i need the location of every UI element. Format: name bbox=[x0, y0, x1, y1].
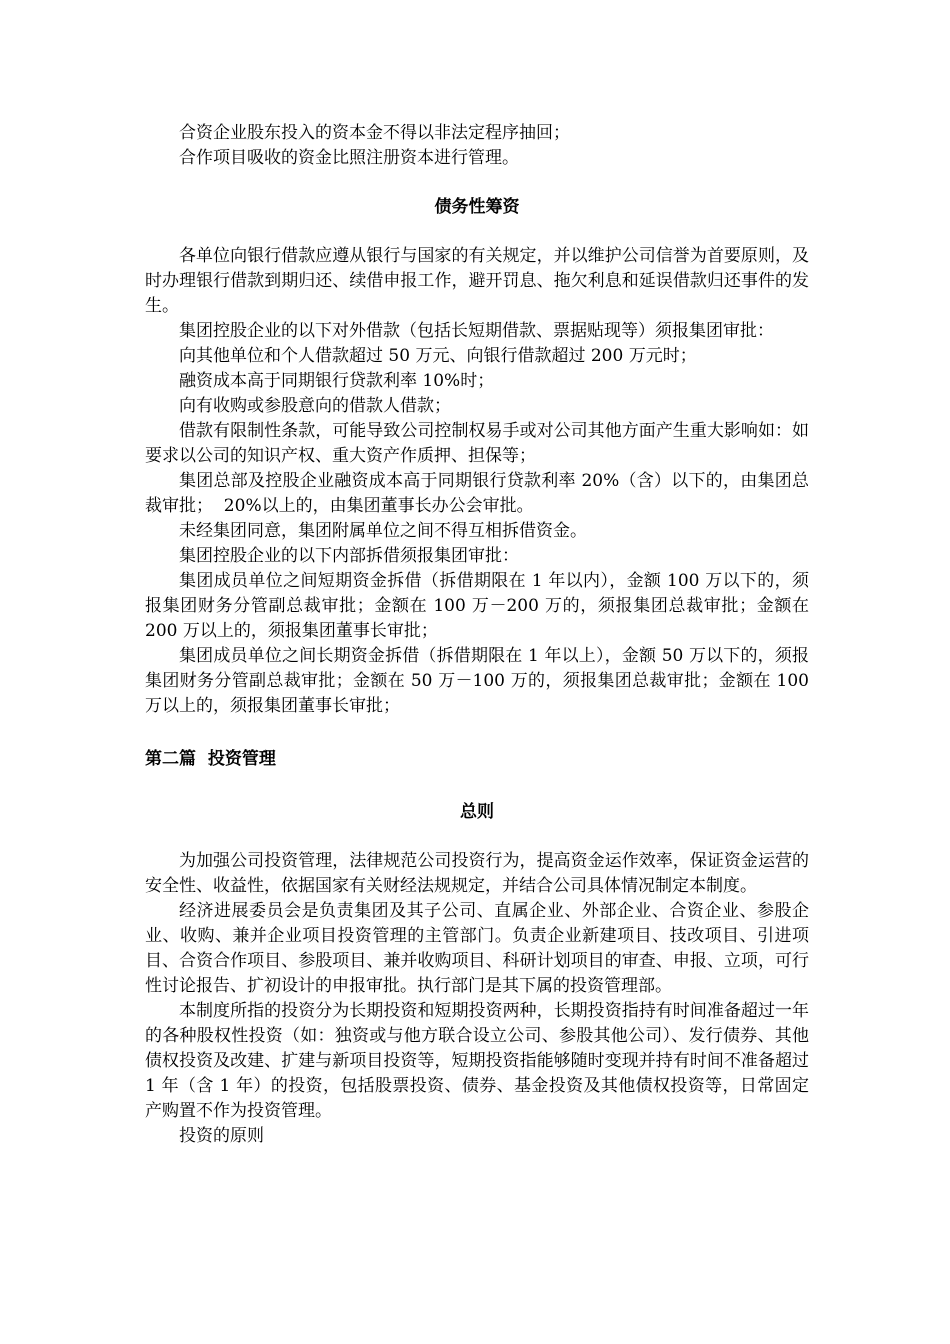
document-body bbox=[145, 121, 815, 1149]
debt-paragraph-4: 融资成本高于同期银行贷款利率 10%时； bbox=[179, 371, 495, 391]
debt-paragraph-6: 借款有限制性条款，可能导致公司控制权易手或对公司其他方面产生重大影响如：如要求以公司的知识产权、重大资产作质押、担保等； bbox=[145, 421, 809, 466]
debt-paragraph-2: 集团控股企业的以下对外借款（包括长短期借款、票据贴现等）须报集团审批： bbox=[179, 321, 774, 341]
section-title-debt-financing: 债务性筹资 bbox=[434, 197, 520, 217]
intro-paragraph-2: 合作项目吸收的资金比照注册资本进行管理。 bbox=[179, 148, 519, 168]
debt-paragraph-7: 集团总部及控股企业融资成本高于同期银行贷款利率 20%（含）以下的，由集团总裁审批； 20%以上的，由集团董事长办公会审批。 bbox=[145, 471, 809, 516]
debt-paragraph-1: 各单位向银行借款应遵从银行与国家的有关规定，并以维护公司信誉为首要原则，及时办理银行借款到期归还、续借申报工作，避开罚息、拖欠利息和延误借款归还事件的发生。 bbox=[145, 246, 809, 316]
debt-paragraph-3: 向其他单位和个人借款超过 50 万元、向银行借款超过 200 万元时； bbox=[179, 346, 697, 366]
general-paragraph-2: 经济进展委员会是负责集团及其子公司、直属企业、外部企业、合资企业、参股企业、收购、兼并企业项目投资管理的主管部门。负责企业新建项目、技改项目、引进项目、合资合作项目、参股项目、兼并收购项目、科研计划项目的审查、申报、立项，可行性讨论报告、扩初设计的申报审批。执行部门是其下属的投资管理部。 bbox=[145, 901, 809, 996]
general-paragraph-3: 本制度所指的投资分为长期投资和短期投资两种，长期投资指持有时间准备超过一年的各种股权性投资（如：独资或与他方联合设立公司、参股其他公司）、发行债券、其他债权投资及改建、扩建与新项目投资等，短期投资指能够随时变现并持有时间不准备超过 1 年（含 1 年）的投资，包括股票投资、债券、基金投资及其他债权投资等，日常固定产购置不作为投资管理。 bbox=[145, 1001, 815, 1121]
debt-paragraph-11: 集团成员单位之间长期资金拆借（拆借期限在 1 年以上），金额 50 万以下的，须报集团财务分管副总裁审批；金额在 50 万－100 万的，须报集团总裁审批；金额在 100 万以上的，须报集团董事长审批； bbox=[145, 646, 815, 716]
debt-paragraph-10: 集团成员单位之间短期资金拆借（拆借期限在 1 年以内），金额 100 万以下的，须报集团财务分管副总裁审批；金额在 100 万－200 万的，须报集团总裁审批；金额在 200 万以上的，须报集团董事长审批； bbox=[145, 571, 815, 641]
general-paragraph-1: 为加强公司投资管理，法律规范公司投资行为，提高资金运作效率，保证资金运营的安全性、收益性，依据国家有关财经法规规定，并结合公司具体情况制定本制度。 bbox=[145, 851, 809, 896]
section-title-general: 总则 bbox=[460, 802, 494, 822]
debt-paragraph-8: 未经集团同意，集团附属单位之间不得互相拆借资金。 bbox=[179, 521, 587, 541]
debt-paragraph-5: 向有收购或参股意向的借款人借款； bbox=[179, 396, 451, 416]
debt-paragraph-9: 集团控股企业的以下内部拆借须报集团审批： bbox=[179, 546, 519, 566]
general-paragraph-4: 投资的原则 bbox=[179, 1126, 264, 1146]
intro-paragraph-1: 合资企业股东投入的资本金不得以非法定程序抽回； bbox=[179, 123, 570, 143]
part-two-title: 第二篇 投资管理 bbox=[145, 749, 276, 769]
